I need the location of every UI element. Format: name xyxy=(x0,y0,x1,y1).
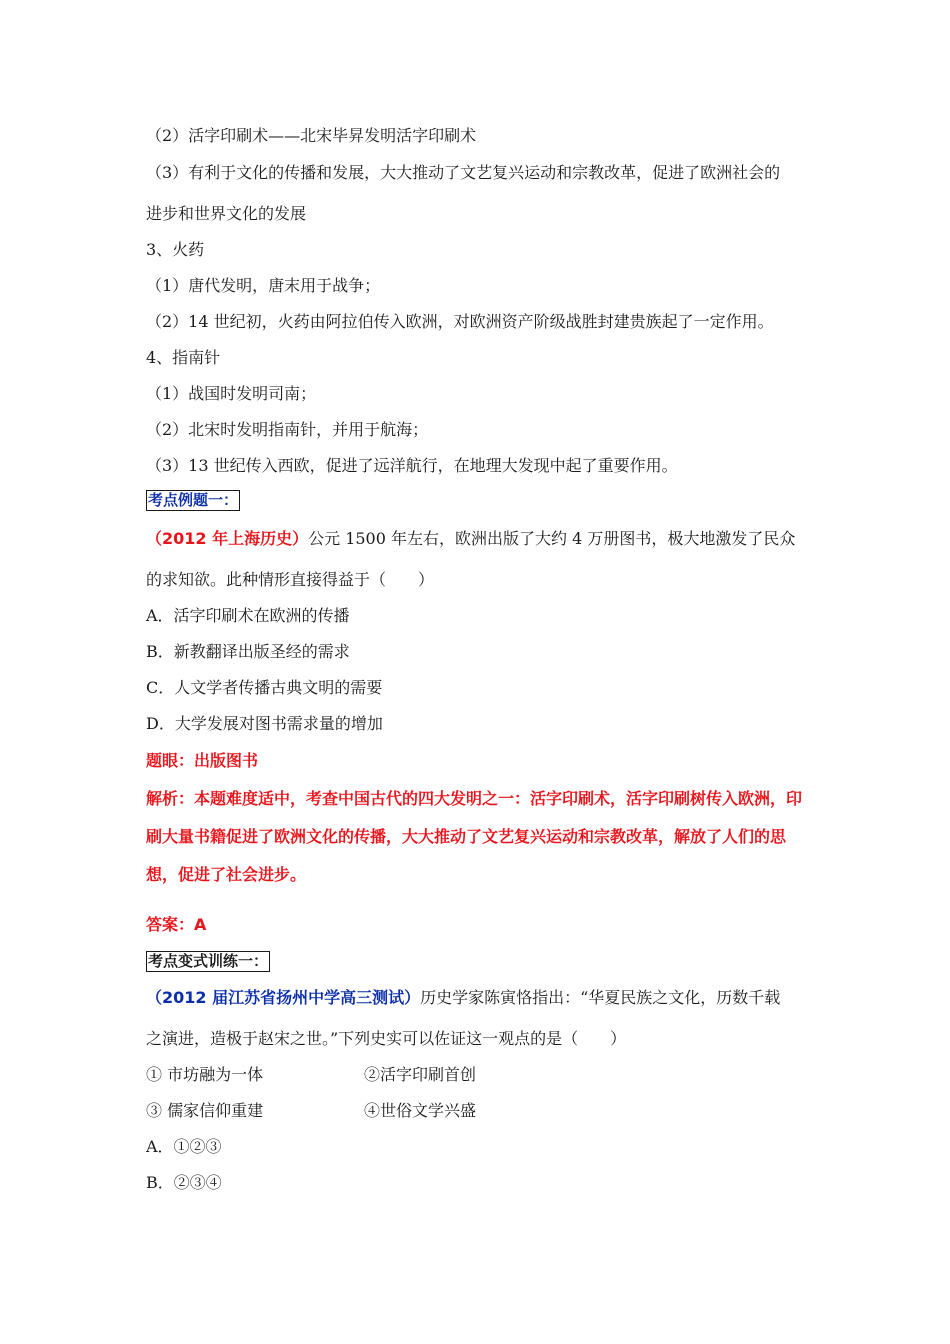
example-stem-text: 公元 1500 年左右，欧洲出版了大约 4 万册图书，极大地激发了民众 xyxy=(308,529,796,548)
line-10: （3）13 世纪传入西欧，促进了远洋航行，在地理大发现中起了重要作用。 xyxy=(146,456,678,475)
example-stem-2: 的求知欲。此种情形直接得益于（ ） xyxy=(146,570,435,589)
line-6: （2）14 世纪初，火药由阿拉伯传入欧洲，对欧洲资产阶级战胜封建贵族起了一定作用。 xyxy=(146,312,774,331)
practice-stem-1 xyxy=(146,988,780,1008)
line-7: 4、指南针 xyxy=(146,348,221,367)
example-option-d: D．大学发展对图书需求量的增加 xyxy=(146,714,383,733)
example-label: 考点例题一： xyxy=(148,491,239,509)
example-stem-1 xyxy=(146,529,795,549)
example-option-c: C．人文学者传播古典文明的需要 xyxy=(146,678,383,697)
practice-label: 考点变式训练一： xyxy=(148,952,269,970)
line-9: （2）北宋时发明指南针，并用于航海； xyxy=(146,420,429,439)
practice-item-2: ②活字印刷首创 xyxy=(364,1065,477,1084)
practice-source: （2012 届江苏省扬州中学高三测试） xyxy=(146,988,421,1007)
line-1: （2）活字印刷术——北宋毕昇发明活字印刷术 xyxy=(146,126,477,145)
practice-option-a: A．①②③ xyxy=(146,1137,222,1156)
line-4: 3、火药 xyxy=(146,240,205,259)
line-8: （1）战国时发明司南； xyxy=(146,384,317,403)
practice-stem-text: 历史学家陈寅恪指出：“华夏民族之文化，历数千载 xyxy=(420,988,781,1007)
practice-items-row-2 xyxy=(146,1101,646,1121)
example-option-a: A．活字印刷术在欧洲的传播 xyxy=(146,606,350,625)
practice-item-4: ④世俗文学兴盛 xyxy=(364,1101,477,1120)
practice-items-row-1 xyxy=(146,1065,646,1085)
example-source: （2012 年上海历史） xyxy=(146,529,309,548)
line-5: （1）唐代发明，唐末用于战争； xyxy=(146,276,381,295)
practice-option-b: B．②③④ xyxy=(146,1173,222,1192)
practice-item-3: ③ 儒家信仰重建 xyxy=(146,1101,264,1120)
practice-item-1: ① 市坊融为一体 xyxy=(146,1065,264,1084)
line-2: （3）有利于文化的传播和发展，大大推动了文艺复兴运动和宗教改革，促进了欧洲社会的 xyxy=(146,163,781,182)
example-option-b: B．新教翻译出版圣经的需求 xyxy=(146,642,350,661)
example-analysis: 解析：本题难度适中，考查中国古代的四大发明之一：活字印刷术，活字印刷树传入欧洲，印刷大量书籍促进了欧洲文化的传播，大大推动了文艺复兴运动和宗教改革，解放了人们的思想，促进了社会进步。 xyxy=(146,789,803,884)
line-3: 进步和世界文化的发展 xyxy=(146,204,307,223)
example-answer: 答案：A xyxy=(146,915,207,934)
practice-stem-2: 之演进，造极于赵宋之世。”下列史实可以佐证这一观点的是（ ） xyxy=(146,1029,627,1048)
example-topic: 题眼：出版图书 xyxy=(146,751,259,770)
